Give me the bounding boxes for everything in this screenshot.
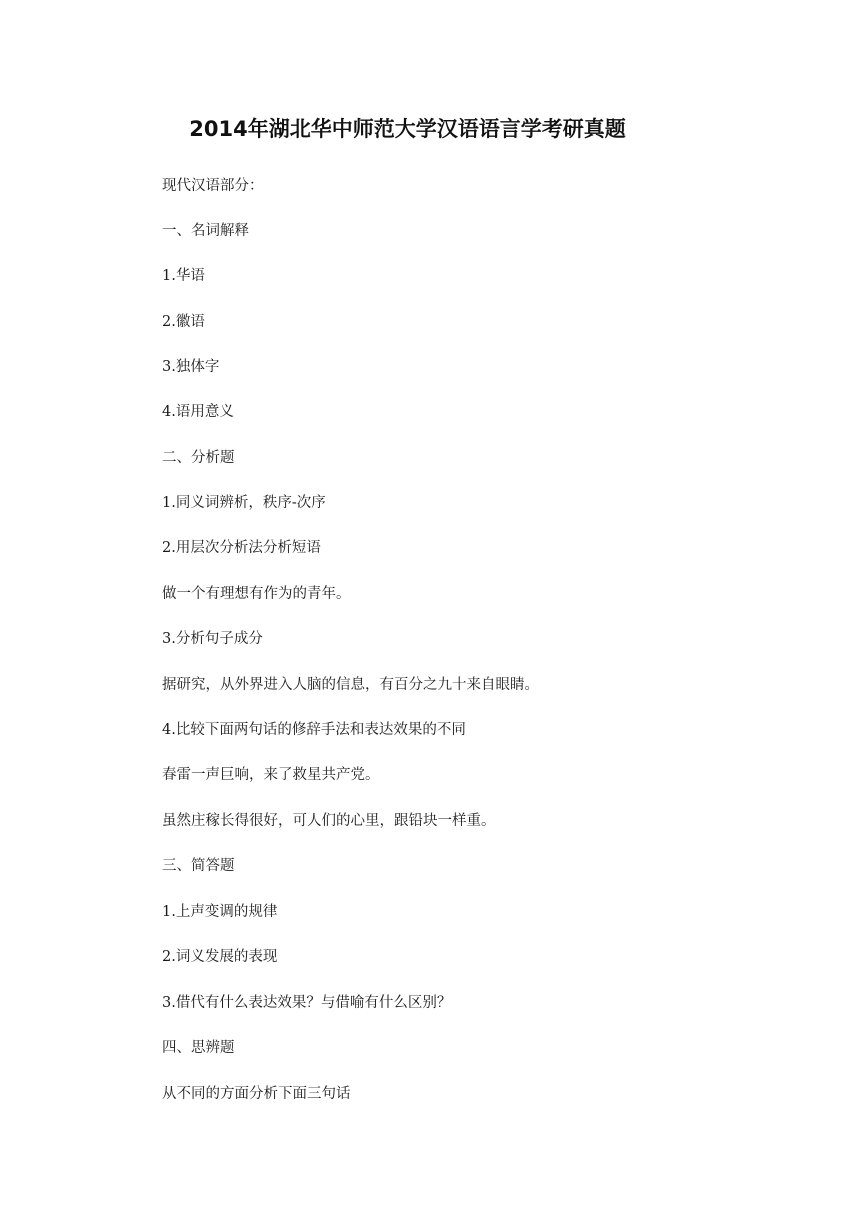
question-text: 虽然庄稼长得很好，可人们的心里，跟铅块一样重。 (162, 813, 496, 829)
question-text: 从不同的方面分析下面三句话 (162, 1086, 351, 1102)
question-item: 3.借代有什么表达效果？与借喻有什么区别？ (162, 995, 452, 1011)
question-item: 4.比较下面两句话的修辞手法和表达效果的不同 (162, 722, 466, 738)
section-heading-short-answer: 三、简答题 (162, 858, 235, 874)
document-title: 2014年湖北华中师范大学汉语语言学考研真题 (189, 117, 626, 141)
section-heading-critical-thinking: 四、思辨题 (162, 1040, 235, 1056)
question-item: 1.上声变调的规律 (162, 904, 278, 920)
question-text: 春雷一声巨响，来了救星共产党。 (162, 767, 380, 783)
question-item: 2.徽语 (162, 314, 205, 330)
question-item: 3.分析句子成分 (162, 631, 263, 647)
question-item: 3.独体字 (162, 359, 220, 375)
question-item: 4.语用意义 (162, 404, 234, 420)
question-item: 1.同义词辨析，秩序-次序 (162, 495, 326, 511)
question-item: 1.华语 (162, 268, 205, 284)
question-item: 2.词义发展的表现 (162, 949, 278, 965)
question-item: 2.用层次分析法分析短语 (162, 540, 321, 556)
section-heading-term-explanation: 一、名词解释 (162, 223, 249, 239)
question-text: 据研究，从外界进入人脑的信息，有百分之九十来自眼睛。 (162, 677, 539, 693)
section-heading-analysis: 二、分析题 (162, 450, 235, 466)
section-label-modern-chinese: 现代汉语部分： (162, 178, 264, 194)
question-text: 做一个有理想有作为的青年。 (162, 586, 351, 602)
